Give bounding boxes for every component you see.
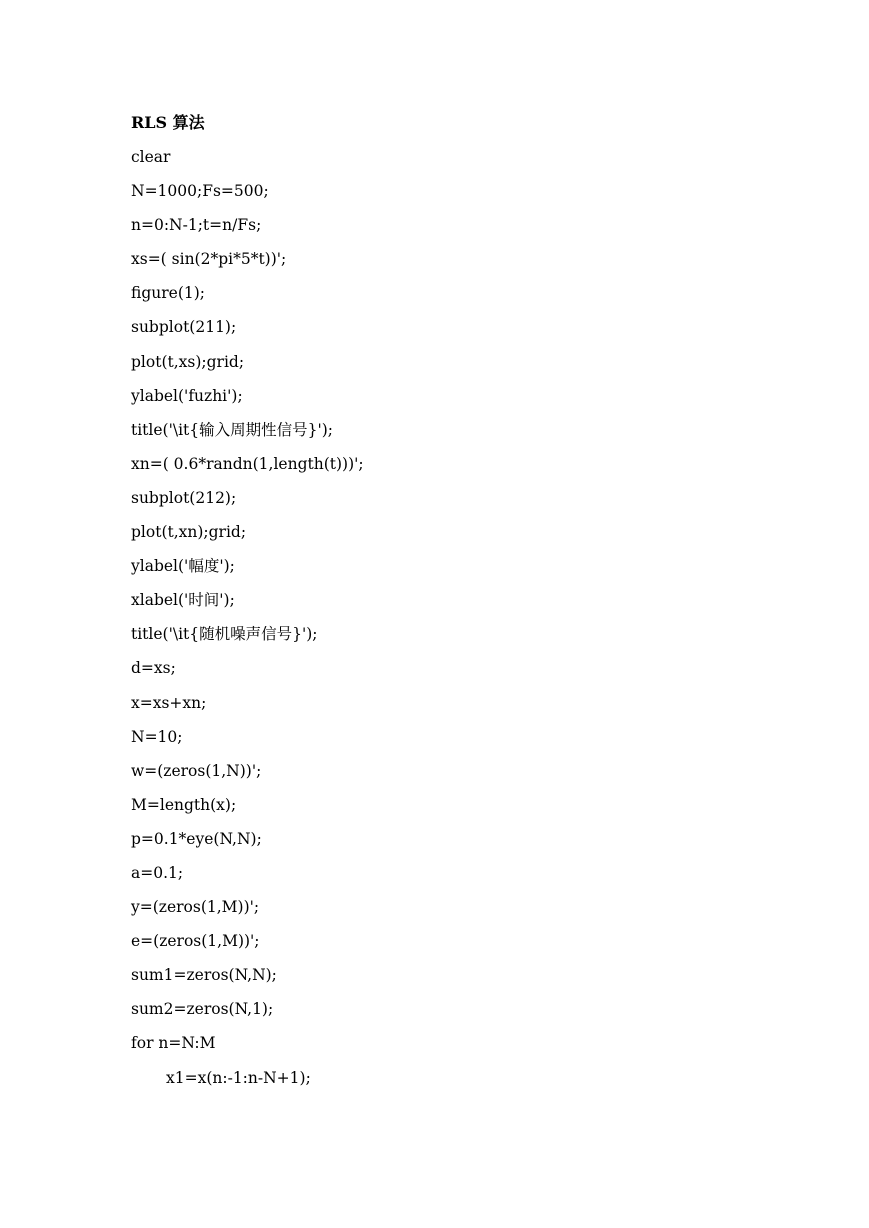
code-line: w=(zeros(1,N))'; [131, 761, 262, 780]
code-line: xs=( sin(2*pi*5*t))'; [131, 250, 287, 269]
code-line: e=(zeros(1,M))'; [131, 932, 260, 951]
code-line: plot(t,xs);grid; [131, 352, 245, 371]
code-line: y=(zeros(1,M))'; [131, 898, 260, 917]
code-line: M=length(x); [131, 795, 237, 814]
code-line: clear [131, 148, 171, 166]
code-line: ylabel('fuzhi'); [131, 386, 243, 405]
code-line: sum1=zeros(N,N); [131, 966, 277, 985]
code-line: xlabel('时间'); [131, 591, 235, 610]
code-line: xn=( 0.6*randn(1,length(t)))'; [131, 454, 364, 473]
document-body [131, 110, 831, 1099]
code-line: plot(t,xn);grid; [131, 523, 247, 542]
code-line: title('\it{随机噪声信号}'); [131, 625, 318, 644]
code-line: subplot(211); [131, 318, 237, 337]
code-line: title('\it{输入周期性信号}'); [131, 420, 334, 439]
code-line: subplot(212); [131, 488, 237, 507]
code-line: for n=N:M [131, 1034, 216, 1053]
code-line: p=0.1*eye(N,N); [131, 829, 262, 848]
code-line: N=1000;Fs=500; [131, 182, 269, 201]
code-line: d=xs; [131, 659, 176, 678]
code-line: a=0.1; [131, 863, 184, 882]
code-line-indented: x1=x(n:-1:n-N+1); [166, 1068, 311, 1087]
code-line: figure(1); [131, 284, 206, 303]
code-line: sum2=zeros(N,1); [131, 1000, 274, 1019]
code-line: ylabel('幅度'); [131, 557, 235, 576]
code-line: x=xs+xn; [131, 693, 207, 712]
code-line: N=10; [131, 727, 183, 746]
section-heading: RLS 算法 [131, 113, 205, 132]
code-line: n=0:N-1;t=n/Fs; [131, 216, 262, 235]
